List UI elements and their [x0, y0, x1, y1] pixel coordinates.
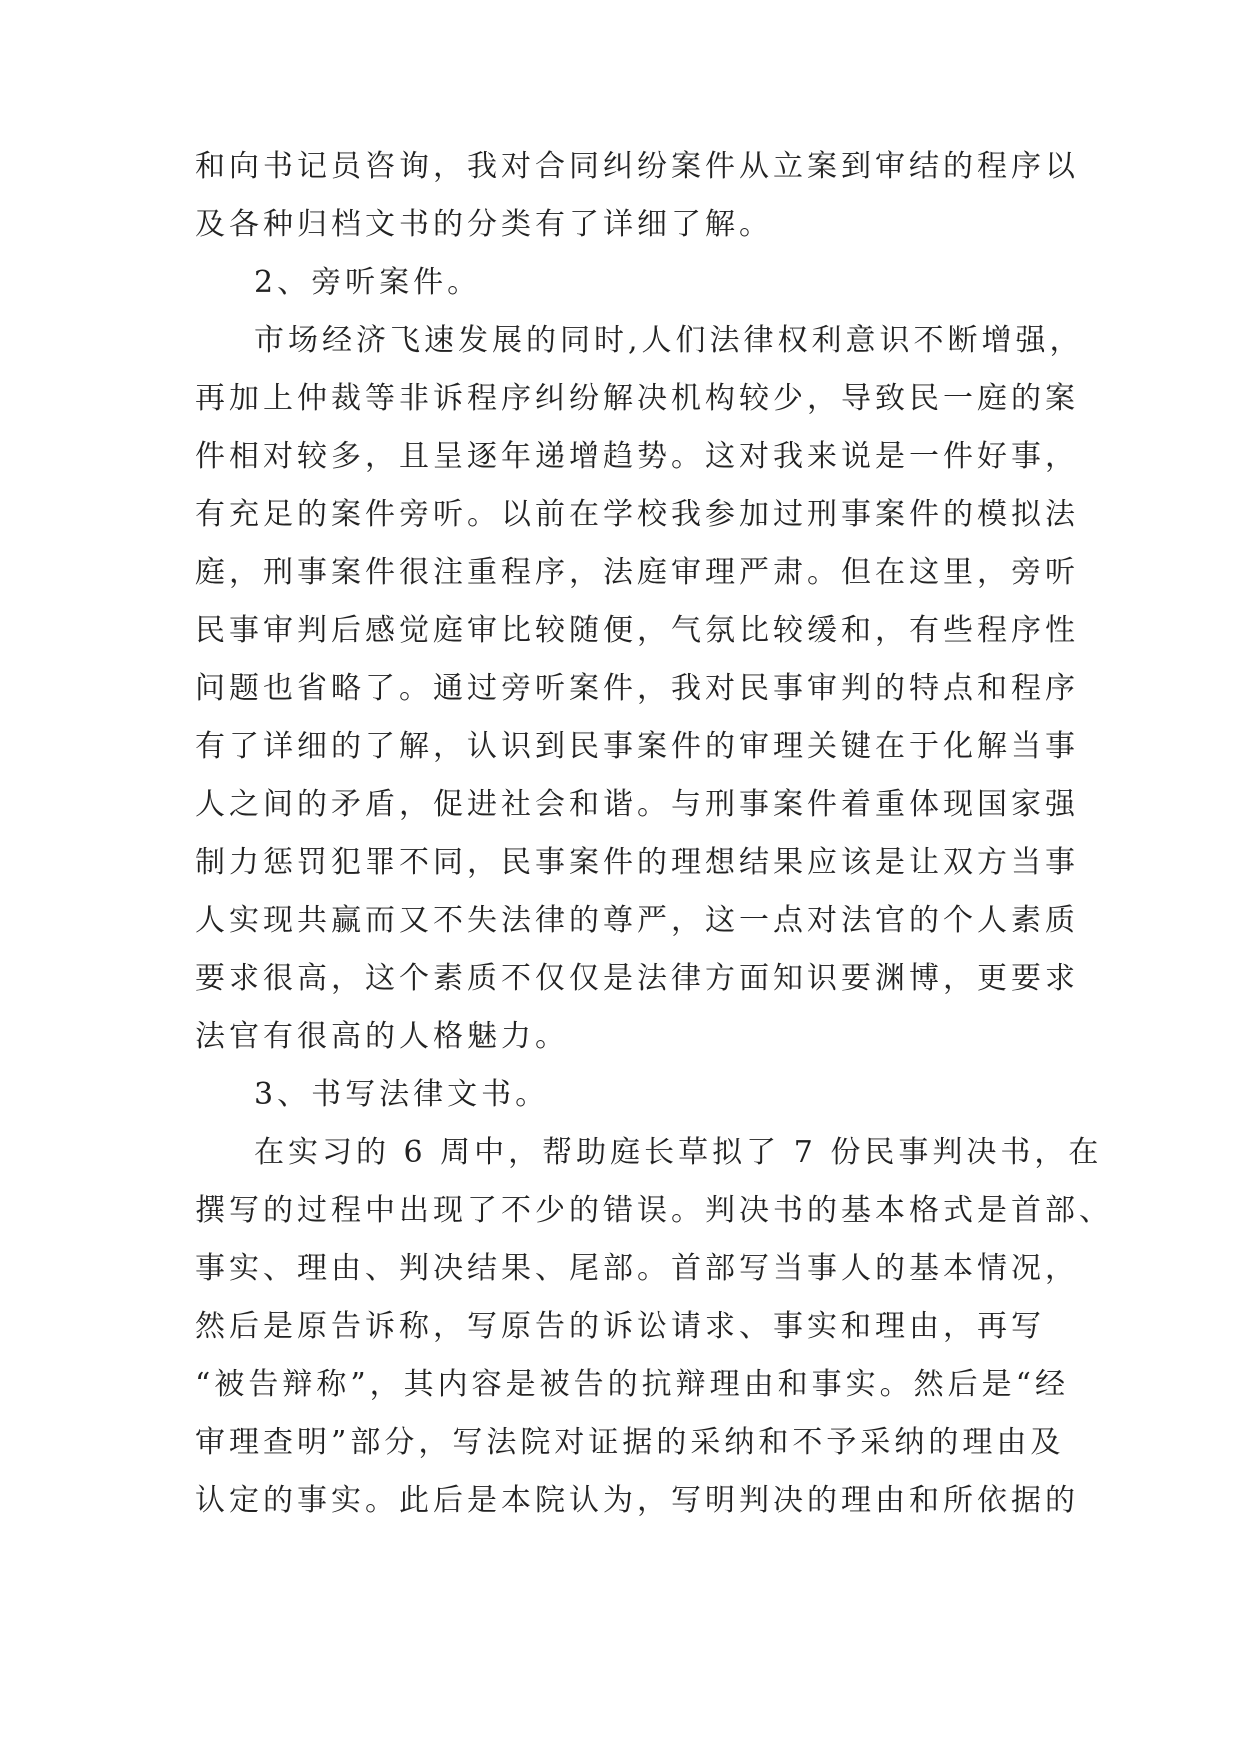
text-line: 认定的事实。此后是本院认为，写明判决的理由和所依据的: [195, 1483, 1079, 1518]
text-line: 人实现共赢而又不失法律的尊严，这一点对法官的个人素质: [195, 903, 1079, 938]
section-heading: 3、书写法律文书。: [254, 1077, 550, 1112]
text-line: 事实、理由、判决结果、尾部。首部写当事人的基本情况，: [195, 1251, 1079, 1286]
text-line: 在实习的 6 周中，帮助庭长草拟了 7 份民事判决书，在: [254, 1135, 1103, 1170]
text-line: “被告辩称”，其内容是被告的抗辩理由和事实。然后是“经: [195, 1367, 1070, 1402]
text-line: 人之间的矛盾，促进社会和谐。与刑事案件着重体现国家强: [195, 787, 1079, 822]
text-line: 制力惩罚犯罪不同，民事案件的理想结果应该是让双方当事: [195, 845, 1079, 880]
text-line: 撰写的过程中出现了不少的错误。判决书的基本格式是首部、: [195, 1193, 1113, 1228]
text-line: 审理查明”部分，写法院对证据的采纳和不予采纳的理由及: [195, 1425, 1065, 1460]
text-line: 有充足的案件旁听。以前在学校我参加过刑事案件的模拟法: [195, 497, 1079, 532]
text-line: 然后是原告诉称，写原告的诉讼请求、事实和理由，再写: [195, 1309, 1045, 1344]
text-line: 有了详细的了解，认识到民事案件的审理关键在于化解当事: [195, 729, 1079, 764]
text-line: 法官有很高的人格魅力。: [195, 1019, 569, 1054]
text-line: 及各种归档文书的分类有了详细了解。: [195, 207, 773, 242]
text-line: 再加上仲裁等非诉程序纠纷解决机构较少，导致民一庭的案: [195, 381, 1079, 416]
text-line: 件相对较多，且呈逐年递增趋势。这对我来说是一件好事，: [195, 439, 1079, 474]
text-line: 和向书记员咨询，我对合同纠纷案件从立案到审结的程序以: [195, 149, 1079, 184]
text-line: 民事审判后感觉庭审比较随便，气氛比较缓和，有些程序性: [195, 613, 1079, 648]
text-line: 要求很高，这个素质不仅仅是法律方面知识要渊博，更要求: [195, 961, 1079, 996]
text-line: 庭，刑事案件很注重程序，法庭审理严肃。但在这里，旁听: [195, 555, 1079, 590]
text-line: 问题也省略了。通过旁听案件，我对民事审判的特点和程序: [195, 671, 1079, 706]
text-line: 市场经济飞速发展的同时,人们法律权利意识不断增强，: [254, 323, 1084, 358]
section-heading: 2、旁听案件。: [254, 265, 482, 300]
